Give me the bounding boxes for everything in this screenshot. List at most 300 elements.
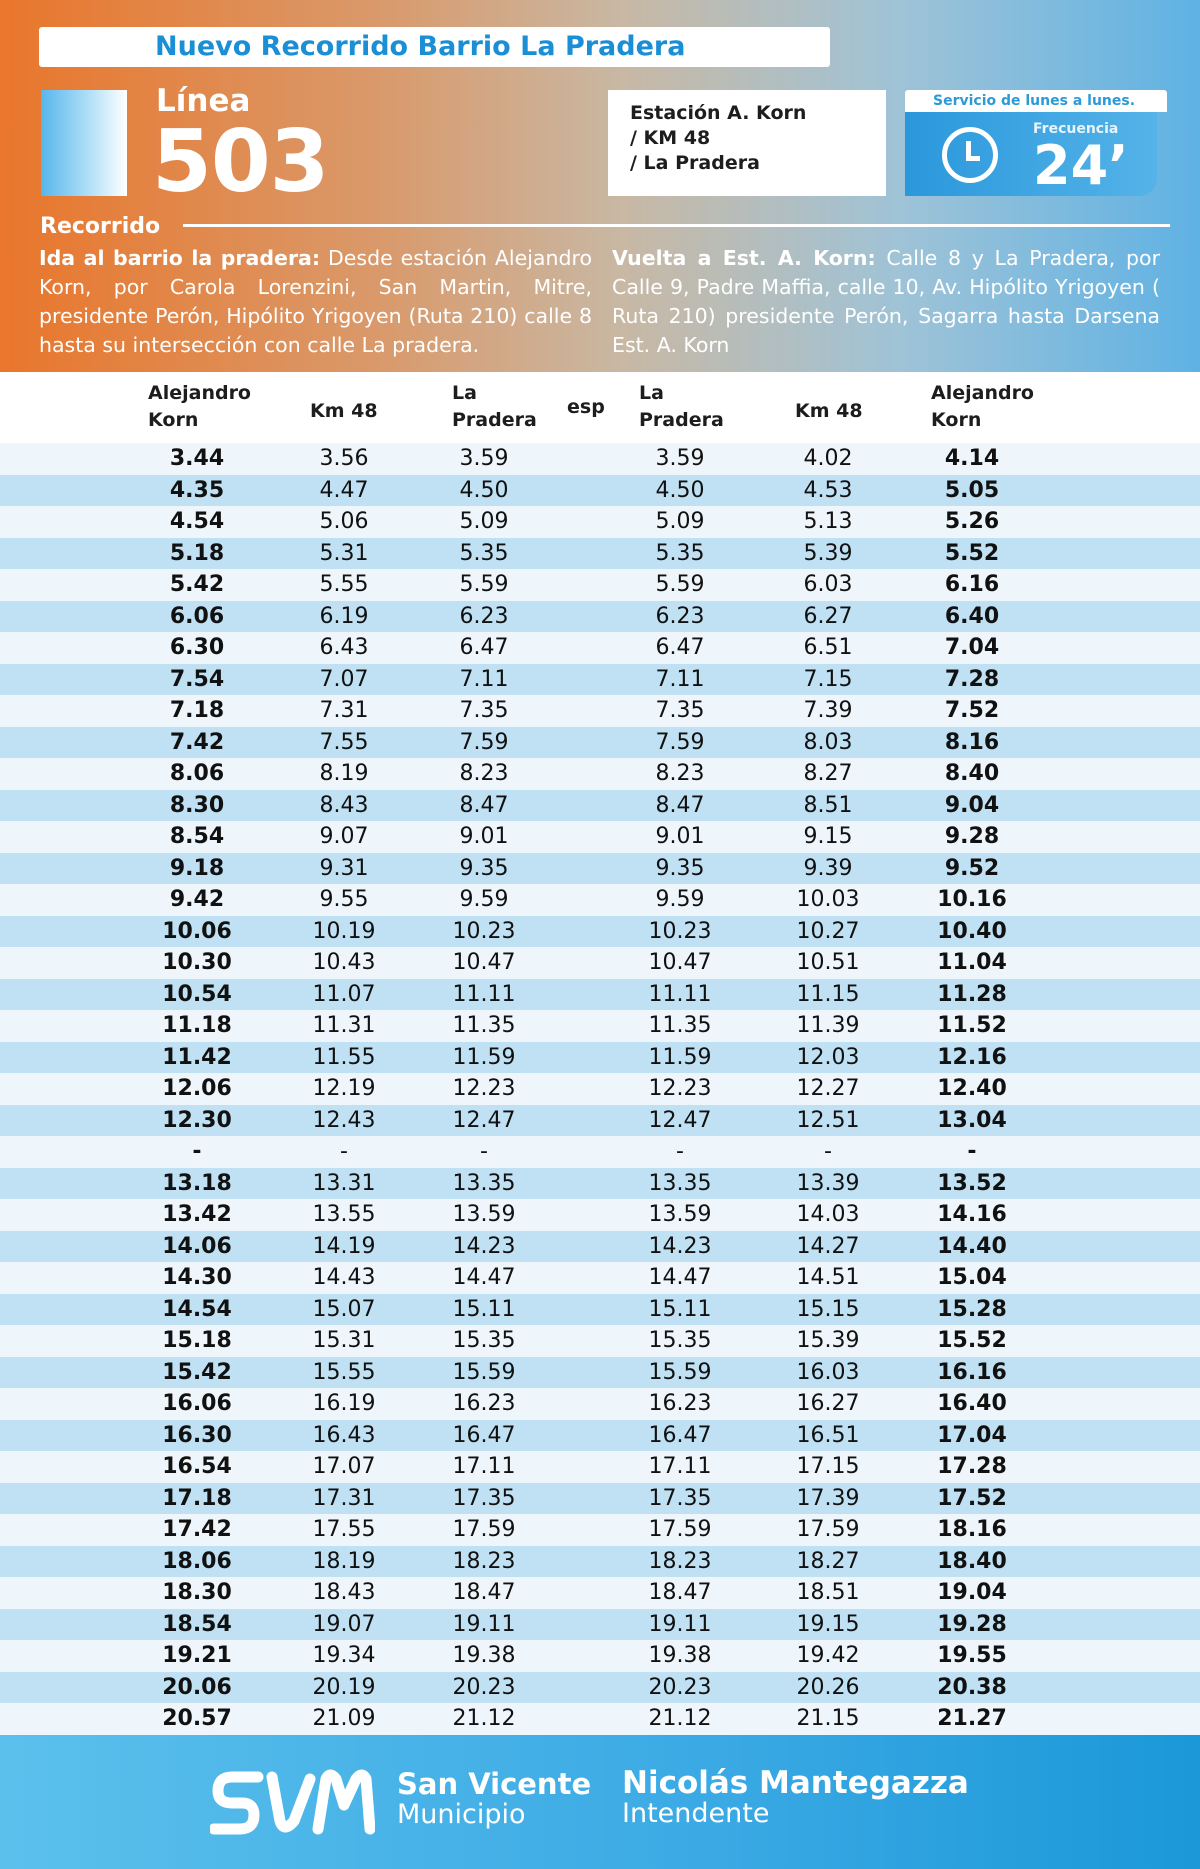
table-cell: 15.59	[648, 1359, 712, 1385]
table-cell: 15.35	[648, 1328, 712, 1353]
table-cell: 17.18	[162, 1485, 232, 1511]
table-cell: 15.15	[796, 1296, 860, 1322]
svm-logo	[210, 1765, 375, 1841]
table-cell: 11.42	[162, 1044, 232, 1070]
table-row	[0, 1325, 1200, 1357]
table-cell: 11.04	[937, 950, 1007, 975]
table-row	[0, 727, 1200, 759]
table-row	[0, 1514, 1200, 1546]
table-cell: 6.51	[803, 635, 853, 660]
table-cell: 13.39	[796, 1170, 860, 1196]
table-cell: 11.35	[648, 1013, 712, 1038]
table-cell: 5.55	[319, 572, 369, 597]
mayor-name: Nicolás Mantegazza	[622, 1765, 969, 1801]
table-cell: 10.16	[937, 887, 1007, 912]
table-cell: 16.47	[452, 1422, 516, 1448]
table-cell: 14.03	[796, 1202, 860, 1227]
table-cell: 5.52	[944, 540, 1000, 566]
table-cell: 8.51	[803, 792, 853, 818]
table-cell: 9.04	[944, 792, 1000, 818]
table-cell: 14.51	[796, 1265, 860, 1290]
route-vuelta-text: Calle 8 y La Pradera, por Calle 9, Padre Maffia, calle 10, Av. Hipólito Yrigoyen ( Ruta 210) presidente Perón, Sagarra hasta Darsena Est. A. Korn	[612, 246, 1160, 357]
table-cell: 8.23	[655, 761, 705, 786]
table-cell: 16.43	[312, 1422, 376, 1448]
table-cell: 12.23	[452, 1076, 516, 1101]
table-cell: 7.11	[459, 666, 509, 692]
table-row	[0, 1672, 1200, 1704]
table-cell: 9.55	[319, 887, 369, 912]
table-row	[0, 695, 1200, 727]
station-line: / KM 48	[630, 127, 711, 149]
table-row	[0, 1105, 1200, 1137]
table-cell: 12.47	[648, 1107, 712, 1133]
table-cell: 16.16	[937, 1359, 1007, 1385]
table-cell: 19.21	[162, 1643, 232, 1668]
schedule-table	[0, 443, 1200, 1735]
table-cell: 10.03	[796, 887, 860, 912]
table-cell: -	[824, 1139, 832, 1164]
table-cell: 14.30	[162, 1265, 232, 1290]
table-cell: 12.19	[312, 1076, 376, 1101]
header-text: Km 48	[795, 400, 863, 422]
table-row	[0, 632, 1200, 664]
column-header-km48-vuelta	[795, 398, 863, 425]
table-row	[0, 916, 1200, 948]
table-cell: 5.06	[319, 509, 369, 534]
table-cell: 14.16	[937, 1202, 1007, 1227]
table-cell: 9.07	[319, 824, 369, 849]
table-cell: 9.39	[803, 855, 853, 881]
table-cell: 17.11	[452, 1454, 516, 1479]
table-row	[0, 1262, 1200, 1294]
table-cell: 17.35	[648, 1485, 712, 1511]
table-cell: 9.59	[655, 887, 705, 912]
table-cell: 10.30	[162, 950, 232, 975]
column-header-la-pradera-ida	[452, 380, 537, 434]
service-box	[905, 90, 1167, 196]
table-cell: 6.23	[459, 603, 509, 629]
table-cell: 16.47	[648, 1422, 712, 1448]
table-cell: 7.11	[655, 666, 705, 692]
table-cell: 11.11	[452, 981, 516, 1007]
table-cell: 21.09	[312, 1706, 376, 1731]
header-text: Korn	[931, 409, 982, 431]
station-line: / La Pradera	[630, 152, 760, 174]
table-cell: 14.43	[312, 1265, 376, 1290]
table-row	[0, 664, 1200, 696]
table-row	[0, 1073, 1200, 1105]
table-cell: 11.11	[648, 981, 712, 1007]
table-cell: 21.12	[452, 1706, 516, 1731]
table-cell: 6.16	[944, 572, 1000, 597]
table-cell: 11.59	[648, 1044, 712, 1070]
table-row	[0, 1136, 1200, 1168]
table-cell: 13.31	[312, 1170, 376, 1196]
table-cell: 18.23	[648, 1548, 712, 1574]
table-cell: 7.31	[319, 698, 369, 723]
table-cell: 20.57	[162, 1706, 232, 1731]
table-cell: -	[480, 1139, 488, 1164]
service-text: Servicio de lunes a lunes.	[933, 93, 1136, 109]
mayor-role: Intendente	[622, 1798, 770, 1829]
table-cell: 15.42	[162, 1359, 232, 1385]
line-number: 503	[152, 112, 329, 212]
table-cell: 13.35	[648, 1170, 712, 1196]
table-cell: 12.47	[452, 1107, 516, 1133]
table-cell: 12.27	[796, 1076, 860, 1101]
table-cell: 7.55	[319, 729, 369, 755]
table-cell: 6.03	[803, 572, 853, 597]
table-cell: 5.42	[169, 572, 225, 597]
table-row	[0, 1168, 1200, 1200]
table-row	[0, 601, 1200, 633]
table-cell: 9.18	[169, 855, 225, 881]
table-cell: 5.18	[169, 540, 225, 566]
table-cell: 9.31	[319, 855, 369, 881]
table-cell: 18.43	[312, 1580, 376, 1605]
table-cell: 16.06	[162, 1391, 232, 1416]
table-cell: 18.47	[452, 1580, 516, 1605]
table-row	[0, 538, 1200, 570]
table-cell: 17.07	[312, 1454, 376, 1479]
table-cell: 12.51	[796, 1107, 860, 1133]
table-cell: 10.19	[312, 918, 376, 944]
table-cell: 15.35	[452, 1328, 516, 1353]
table-cell: 7.59	[655, 729, 705, 755]
table-cell: 17.31	[312, 1485, 376, 1511]
table-cell: 10.47	[648, 950, 712, 975]
table-cell: 16.30	[162, 1422, 232, 1448]
table-cell: 15.18	[162, 1328, 232, 1353]
table-cell: 16.23	[648, 1391, 712, 1416]
header-text: Alejandro	[931, 382, 1034, 404]
table-cell: 17.04	[937, 1422, 1007, 1448]
table-cell: 3.44	[169, 446, 225, 471]
table-cell: 4.35	[169, 477, 225, 503]
table-cell: 15.55	[312, 1359, 376, 1385]
table-cell: 13.18	[162, 1170, 232, 1196]
table-cell: 9.42	[169, 887, 225, 912]
column-header-alejandro-korn-vuelta	[931, 380, 1034, 434]
table-cell: 18.30	[162, 1580, 232, 1605]
table-row	[0, 1451, 1200, 1483]
table-cell: 17.59	[648, 1517, 712, 1542]
table-cell: 5.59	[459, 572, 509, 597]
table-cell: 5.35	[655, 540, 705, 566]
table-cell: 17.11	[648, 1454, 712, 1479]
table-cell: 14.27	[796, 1233, 860, 1259]
route-vuelta-title: Vuelta a Est. A. Korn:	[612, 246, 876, 270]
table-cell: 9.59	[459, 887, 509, 912]
table-cell: 17.15	[796, 1454, 860, 1479]
table-cell: 18.06	[162, 1548, 232, 1574]
frequency-value: 24’	[1033, 134, 1129, 197]
table-row	[0, 569, 1200, 601]
table-cell: 16.51	[796, 1422, 860, 1448]
table-cell: 9.35	[655, 855, 705, 881]
frequency-label: Frecuencia	[1033, 121, 1119, 137]
table-row	[0, 821, 1200, 853]
table-row	[0, 947, 1200, 979]
table-cell: 8.54	[169, 824, 225, 849]
table-cell: 19.04	[937, 1580, 1007, 1605]
table-cell: 10.54	[162, 981, 232, 1007]
table-cell: 17.28	[937, 1454, 1007, 1479]
table-cell: 13.59	[648, 1202, 712, 1227]
table-row	[0, 1577, 1200, 1609]
table-cell: 21.27	[937, 1706, 1007, 1731]
table-cell: 20.38	[937, 1674, 1007, 1700]
route-vuelta-description	[612, 244, 1160, 360]
org-subtitle: Municipio	[397, 1799, 526, 1830]
line-color-swatch	[41, 90, 127, 196]
table-cell: 9.01	[655, 824, 705, 849]
table-row	[0, 1703, 1200, 1735]
table-cell: -	[340, 1139, 348, 1164]
table-cell: 19.34	[312, 1643, 376, 1668]
table-cell: 11.52	[937, 1013, 1007, 1038]
table-cell: 6.06	[169, 603, 225, 629]
table-cell: 11.07	[312, 981, 376, 1007]
table-cell: 19.55	[937, 1643, 1007, 1668]
table-cell: 10.40	[937, 918, 1007, 944]
table-row	[0, 1609, 1200, 1641]
table-cell: 8.43	[319, 792, 369, 818]
table-cell: 13.55	[312, 1202, 376, 1227]
table-cell: 19.07	[312, 1611, 376, 1637]
table-row	[0, 853, 1200, 885]
table-cell: 12.06	[162, 1076, 232, 1101]
table-cell: 8.47	[459, 792, 509, 818]
table-cell: 10.43	[312, 950, 376, 975]
title-bar	[39, 27, 830, 67]
table-row	[0, 758, 1200, 790]
table-cell: 4.54	[169, 509, 225, 534]
table-cell: 10.06	[162, 918, 232, 944]
table-cell: 7.15	[803, 666, 853, 692]
table-cell: 19.38	[452, 1643, 516, 1668]
table-cell: 14.06	[162, 1233, 232, 1259]
table-cell: 14.23	[452, 1233, 516, 1259]
table-cell: 11.28	[937, 981, 1007, 1007]
header-text: Km 48	[310, 400, 378, 422]
table-row	[0, 475, 1200, 507]
table-cell: 8.40	[944, 761, 1000, 786]
table-cell: 7.59	[459, 729, 509, 755]
table-row	[0, 1388, 1200, 1420]
table-cell: 5.39	[803, 540, 853, 566]
table-cell: 19.15	[796, 1611, 860, 1637]
table-cell: 17.59	[796, 1517, 860, 1542]
frequency-panel	[905, 112, 1157, 196]
table-cell: 5.31	[319, 540, 369, 566]
table-cell: 11.55	[312, 1044, 376, 1070]
table-cell: 6.19	[319, 603, 369, 629]
header-text: La	[452, 382, 477, 404]
route-ida-title: Ida al barrio la pradera:	[39, 246, 321, 270]
table-cell: 18.16	[937, 1517, 1007, 1542]
header-text: Pradera	[639, 409, 724, 431]
table-cell: 13.52	[937, 1170, 1007, 1196]
table-cell: 12.30	[162, 1107, 232, 1133]
recorrido-divider	[183, 224, 1170, 227]
table-cell: 4.50	[655, 477, 705, 503]
table-cell: 17.35	[452, 1485, 516, 1511]
table-cell: 5.35	[459, 540, 509, 566]
table-row	[0, 884, 1200, 916]
table-cell: 5.09	[459, 509, 509, 534]
table-cell: 14.54	[162, 1296, 232, 1322]
table-cell: 14.23	[648, 1233, 712, 1259]
table-cell: 21.12	[648, 1706, 712, 1731]
table-cell: 19.28	[937, 1611, 1007, 1637]
table-cell: 7.07	[319, 666, 369, 692]
column-header-alejandro-korn-ida	[148, 380, 251, 434]
table-cell: 8.27	[803, 761, 853, 786]
table-cell: 16.19	[312, 1391, 376, 1416]
table-cell: 15.07	[312, 1296, 376, 1322]
table-cell: 10.23	[452, 918, 516, 944]
table-cell: 15.39	[796, 1328, 860, 1353]
table-cell: 5.05	[944, 477, 1000, 503]
table-cell: 15.31	[312, 1328, 376, 1353]
table-cell: 20.19	[312, 1674, 376, 1700]
table-cell: 14.19	[312, 1233, 376, 1259]
table-cell: 6.40	[944, 603, 1000, 629]
table-cell: 11.39	[796, 1013, 860, 1038]
header-text: esp	[567, 396, 605, 418]
table-cell: 18.27	[796, 1548, 860, 1574]
table-cell: 16.03	[796, 1359, 860, 1385]
table-row	[0, 1357, 1200, 1389]
table-cell: 15.11	[452, 1296, 516, 1322]
route-ida-text: Desde estación Alejandro Korn, por Carola Lorenzini, San Martin, Mitre, presidente Perón, Hipólito Yrigoyen (Ruta 210) calle 8 hasta su intersección con calle La pradera.	[39, 246, 592, 357]
table-cell: 16.54	[162, 1454, 232, 1479]
table-cell: 21.15	[796, 1706, 860, 1731]
table-cell: 7.18	[169, 698, 225, 723]
table-cell: 8.30	[169, 792, 225, 818]
recorrido-heading: Recorrido	[40, 214, 161, 239]
org-name: San Vicente	[397, 1767, 592, 1801]
table-cell: 12.43	[312, 1107, 376, 1133]
table-cell: 15.11	[648, 1296, 712, 1322]
table-cell: 12.40	[937, 1076, 1007, 1101]
footer	[0, 1735, 1200, 1869]
table-cell: 18.47	[648, 1580, 712, 1605]
table-row	[0, 1010, 1200, 1042]
table-cell: 16.27	[796, 1391, 860, 1416]
table-cell: 3.56	[319, 446, 369, 471]
table-cell: 13.35	[452, 1170, 516, 1196]
table-row	[0, 1231, 1200, 1263]
table-cell: 15.04	[937, 1265, 1007, 1290]
table-cell: 13.59	[452, 1202, 516, 1227]
table-cell: 18.40	[937, 1548, 1007, 1574]
table-cell: 7.42	[169, 729, 225, 755]
table-cell: 10.47	[452, 950, 516, 975]
table-cell: 7.04	[944, 635, 1000, 660]
table-cell: 17.42	[162, 1517, 232, 1542]
table-cell: 11.31	[312, 1013, 376, 1038]
table-cell: 18.54	[162, 1611, 232, 1637]
header-text: La	[639, 382, 664, 404]
table-cell: 7.28	[944, 666, 1000, 692]
table-cell: 4.02	[803, 446, 853, 471]
table-row	[0, 1640, 1200, 1672]
table-row	[0, 790, 1200, 822]
table-cell: 5.09	[655, 509, 705, 534]
table-cell: 4.14	[944, 446, 1000, 471]
table-row	[0, 1420, 1200, 1452]
table-cell: 9.01	[459, 824, 509, 849]
table-cell: 7.35	[655, 698, 705, 723]
line-label: Línea	[156, 83, 251, 119]
table-cell: 9.52	[944, 855, 1000, 881]
table-row	[0, 1199, 1200, 1231]
table-cell: 9.15	[803, 824, 853, 849]
table-row	[0, 1042, 1200, 1074]
table-cell: -	[967, 1139, 977, 1164]
table-cell: 10.51	[796, 950, 860, 975]
table-cell: 12.23	[648, 1076, 712, 1101]
header-text: Alejandro	[148, 382, 251, 404]
table-cell: -	[192, 1139, 202, 1164]
table-cell: 7.54	[169, 666, 225, 692]
table-cell: 10.23	[648, 918, 712, 944]
table-cell: 20.26	[796, 1674, 860, 1700]
table-cell: 10.27	[796, 918, 860, 944]
table-row	[0, 1546, 1200, 1578]
table-cell: 17.52	[937, 1485, 1007, 1511]
table-cell: 7.35	[459, 698, 509, 723]
table-cell: 4.53	[803, 477, 853, 503]
table-cell: 17.55	[312, 1517, 376, 1542]
table-cell: 5.13	[803, 509, 853, 534]
table-cell: 14.47	[648, 1265, 712, 1290]
table-cell: 8.03	[803, 729, 853, 755]
header-text: Korn	[148, 409, 199, 431]
table-cell: 4.50	[459, 477, 509, 503]
table-cell: -	[676, 1139, 684, 1164]
table-cell: 7.39	[803, 698, 853, 723]
table-cell: 6.27	[803, 603, 853, 629]
table-cell: 18.51	[796, 1580, 860, 1605]
column-header-la-pradera-vuelta	[639, 380, 724, 434]
table-cell: 6.43	[319, 635, 369, 660]
table-cell: 15.28	[937, 1296, 1007, 1322]
route-ida-description	[39, 244, 592, 360]
table-cell: 20.23	[648, 1674, 712, 1700]
table-cell: 8.16	[944, 729, 1000, 755]
table-cell: 13.42	[162, 1202, 232, 1227]
table-row	[0, 979, 1200, 1011]
table-cell: 11.15	[796, 981, 860, 1007]
table-cell: 12.16	[937, 1044, 1007, 1070]
service-banner	[905, 90, 1167, 112]
table-cell: 14.47	[452, 1265, 516, 1290]
table-cell: 12.03	[796, 1044, 860, 1070]
table-cell: 18.23	[452, 1548, 516, 1574]
table-cell: 6.47	[655, 635, 705, 660]
table-cell: 16.23	[452, 1391, 516, 1416]
page-title: Nuevo Recorrido Barrio La Pradera	[155, 31, 686, 62]
table-cell: 19.42	[796, 1643, 860, 1668]
table-cell: 9.35	[459, 855, 509, 881]
table-cell: 17.59	[452, 1517, 516, 1542]
table-cell: 8.19	[319, 761, 369, 786]
table-cell: 15.59	[452, 1359, 516, 1385]
table-cell: 18.19	[312, 1548, 376, 1574]
